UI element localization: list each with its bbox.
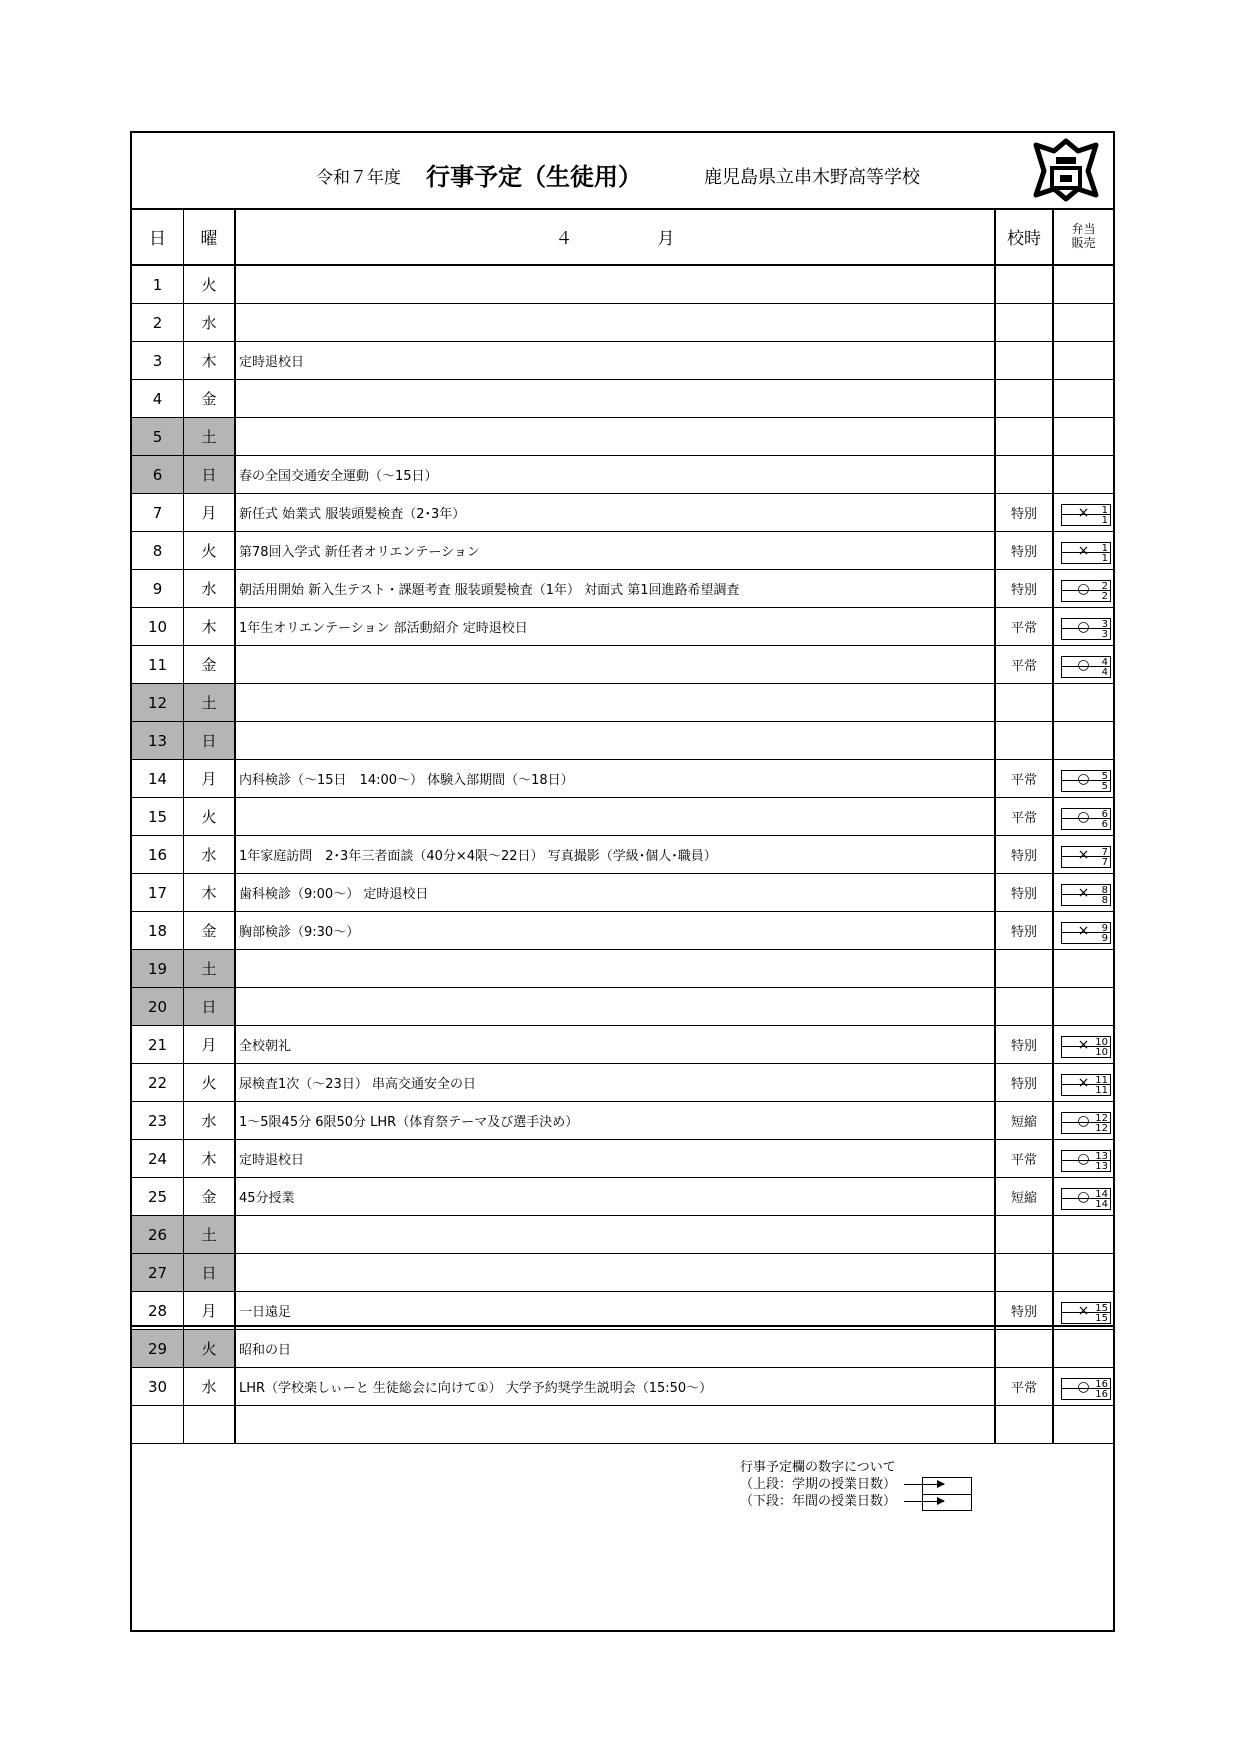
year-day-count: 5 (1061, 781, 1111, 792)
schedule-cell: 特別 (996, 494, 1054, 531)
year-day-count: 10 (1061, 1047, 1111, 1058)
table-row (132, 456, 1113, 494)
day-cell: 17 (132, 874, 184, 911)
day-cell: 8 (132, 532, 184, 569)
term-day-count: 8 (1061, 884, 1111, 895)
table-row (132, 722, 1113, 760)
weekday-cell: 日 (184, 456, 236, 493)
schedule-cell: 特別 (996, 570, 1054, 607)
year-day-count: 9 (1061, 933, 1111, 944)
weekday-cell: 木 (184, 342, 236, 379)
event-cell: 春の全国交通安全運動（～15日） (236, 456, 996, 493)
table-row (132, 494, 1113, 532)
day-cell: 18 (132, 912, 184, 949)
weekday-cell: 水 (184, 1102, 236, 1139)
bento-cell (1054, 342, 1113, 379)
weekday-cell: 土 (184, 950, 236, 987)
bento-cell (1054, 684, 1113, 721)
legend (740, 1459, 896, 1510)
term-day-count: 1 (1061, 504, 1111, 515)
bento-cell (1054, 988, 1113, 1025)
schedule-cell: 特別 (996, 532, 1054, 569)
weekday-cell: 木 (184, 1140, 236, 1177)
day-cell: 1 (132, 266, 184, 303)
event-cell: 1年家庭訪問 2･3年三者面談（40分×4限～22日） 写真撮影（学級･個人･職員） (236, 836, 996, 873)
day-cell: 20 (132, 988, 184, 1025)
day-cell: 4 (132, 380, 184, 417)
bento-cell: ○ (1077, 1188, 1090, 1205)
term-day-count: 6 (1061, 808, 1111, 819)
weekday-cell: 水 (184, 304, 236, 341)
col-bento-header: 弁当販売 (1071, 222, 1096, 250)
schedule-cell: 短縮 (996, 1178, 1054, 1215)
day-cell: 11 (132, 646, 184, 683)
weekday-cell: 水 (184, 570, 236, 607)
event-cell (236, 988, 996, 1025)
event-cell: 45分授業 (236, 1178, 996, 1215)
table-row (132, 1026, 1113, 1064)
table-header (132, 208, 1113, 266)
term-day-count: 1 (1061, 542, 1111, 553)
year-day-count: 16 (1061, 1389, 1111, 1400)
event-cell (236, 646, 996, 683)
weekday-cell: 火 (184, 798, 236, 835)
bento-cell: ○ (1077, 808, 1090, 825)
table-row (132, 912, 1113, 950)
bento-cell (1054, 1254, 1113, 1291)
year-day-count: 6 (1061, 819, 1111, 830)
day-cell: 12 (132, 684, 184, 721)
weekday-cell: 日 (184, 988, 236, 1025)
col-weekday-header: 曜 (184, 208, 236, 264)
table-row (132, 760, 1113, 798)
event-cell: 定時退校日 (236, 1140, 996, 1177)
weekday-cell: 月 (184, 1292, 236, 1329)
event-cell (236, 722, 996, 759)
year-day-count: 1 (1061, 553, 1111, 564)
year-day-count: 7 (1061, 857, 1111, 868)
day-cell: 7 (132, 494, 184, 531)
legend-upper: （上段：学期の授業日数） (740, 1477, 897, 1492)
class-day-counter (1061, 1074, 1111, 1098)
event-cell (236, 304, 996, 341)
class-day-counter (1061, 542, 1111, 566)
table-row (132, 570, 1113, 608)
event-cell: 全校朝礼 (236, 1026, 996, 1063)
table-row (132, 608, 1113, 646)
col-schedule-header: 校時 (996, 208, 1054, 264)
table-row (132, 798, 1113, 836)
table-row (132, 1178, 1113, 1216)
bento-cell: ○ (1077, 1378, 1090, 1395)
schedule-cell: 平常 (996, 608, 1054, 645)
term-day-count: 7 (1061, 846, 1111, 857)
event-cell (236, 418, 996, 455)
event-cell: 内科検診（～15日 14:00～） 体験入部期間（～18日） (236, 760, 996, 797)
term-day-count: 10 (1061, 1036, 1111, 1047)
schedule-cell: 特別 (996, 874, 1054, 911)
class-day-counter (1061, 770, 1111, 794)
bento-cell (1054, 722, 1113, 759)
class-day-counter (1061, 884, 1111, 908)
day-cell: 2 (132, 304, 184, 341)
weekday-cell: 金 (184, 646, 236, 683)
bento-cell (1054, 950, 1113, 987)
day-cell: 19 (132, 950, 184, 987)
term-day-count: 9 (1061, 922, 1111, 933)
term-day-count: 13 (1061, 1150, 1111, 1161)
bento-cell (1054, 418, 1113, 455)
bento-cell: × (1077, 846, 1090, 863)
table-row (132, 988, 1113, 1026)
year-day-count: 8 (1061, 895, 1111, 906)
col-day-header: 日 (132, 208, 184, 264)
event-cell: 新任式 始業式 服装頭髪検査（2･3年） (236, 494, 996, 531)
schedule-cell (996, 304, 1054, 341)
day-cell: 26 (132, 1216, 184, 1253)
schedule-cell (996, 342, 1054, 379)
bento-cell: × (1077, 504, 1090, 521)
table-row (132, 266, 1113, 304)
schedule-cell: 平常 (996, 798, 1054, 835)
notes-area (132, 1325, 1113, 1632)
weekday-cell: 日 (184, 1254, 236, 1291)
bento-cell: × (1077, 1302, 1090, 1319)
class-day-counter (1061, 1188, 1111, 1212)
weekday-cell: 水 (184, 1368, 236, 1405)
event-cell: 歯科検診（9:00～） 定時退校日 (236, 874, 996, 911)
day-cell: 16 (132, 836, 184, 873)
class-day-counter (1061, 580, 1111, 604)
legend-lower: （下段：年間の授業日数） (740, 1494, 897, 1509)
day-cell: 24 (132, 1140, 184, 1177)
school-name: 鹿児島県立串木野高等学校 (704, 167, 920, 188)
bento-cell: ○ (1077, 580, 1090, 597)
schedule-cell (996, 684, 1054, 721)
year-day-count: 15 (1061, 1313, 1111, 1324)
bento-cell: ○ (1077, 1150, 1090, 1167)
bento-cell (1054, 380, 1113, 417)
term-day-count: 11 (1061, 1074, 1111, 1085)
event-cell (236, 266, 996, 303)
table-row (132, 342, 1113, 380)
table-row (132, 1254, 1113, 1292)
day-cell: 29 (132, 1330, 184, 1367)
bento-cell: ○ (1077, 618, 1090, 635)
table-row (132, 1064, 1113, 1102)
day-cell: 25 (132, 1178, 184, 1215)
day-cell: 22 (132, 1064, 184, 1101)
class-day-counter (1061, 846, 1111, 870)
col-month-header: ４ 月 (236, 208, 996, 264)
schedule-cell (996, 1254, 1054, 1291)
page-title: 行事予定（生徒用） (426, 163, 642, 191)
year-day-count: 2 (1061, 591, 1111, 602)
schedule-sheet (130, 131, 1115, 1632)
schedule-cell: 短縮 (996, 1102, 1054, 1139)
table-row (132, 874, 1113, 912)
table-row (132, 1140, 1113, 1178)
weekday-cell: 土 (184, 418, 236, 455)
event-cell: 一日遠足 (236, 1292, 996, 1329)
bento-cell: × (1077, 884, 1090, 901)
year-day-count: 12 (1061, 1123, 1111, 1134)
weekday-cell: 水 (184, 836, 236, 873)
weekday-cell: 木 (184, 874, 236, 911)
day-cell: 5 (132, 418, 184, 455)
weekday-cell: 木 (184, 608, 236, 645)
class-day-counter (1061, 504, 1111, 528)
term-day-count: 4 (1061, 656, 1111, 667)
schedule-cell: 平常 (996, 1140, 1054, 1177)
day-cell: 3 (132, 342, 184, 379)
term-day-count: 2 (1061, 580, 1111, 591)
day-cell: 9 (132, 570, 184, 607)
year-day-count: 1 (1061, 515, 1111, 526)
table-row (132, 304, 1113, 342)
weekday-cell: 月 (184, 760, 236, 797)
weekday-cell: 火 (184, 266, 236, 303)
class-day-counter (1061, 1302, 1111, 1326)
schedule-cell (996, 456, 1054, 493)
day-cell: 15 (132, 798, 184, 835)
table-row (132, 950, 1113, 988)
school-emblem-icon (1030, 137, 1102, 203)
event-cell (236, 1254, 996, 1291)
schedule-cell (996, 1216, 1054, 1253)
day-cell: 10 (132, 608, 184, 645)
day-cell: 21 (132, 1026, 184, 1063)
table-row (132, 380, 1113, 418)
event-cell: LHR（学校楽しぃーと 生徒総会に向けて①） 大学予約奨学生説明会（15:50～） (236, 1368, 996, 1405)
schedule-cell (996, 950, 1054, 987)
weekday-cell: 火 (184, 532, 236, 569)
schedule-cell (996, 722, 1054, 759)
bento-cell: ○ (1077, 1112, 1090, 1129)
weekday-cell: 土 (184, 684, 236, 721)
schedule-cell (996, 380, 1054, 417)
day-cell: 13 (132, 722, 184, 759)
event-cell (236, 798, 996, 835)
event-cell: 昭和の日 (236, 1330, 996, 1367)
weekday-cell: 月 (184, 494, 236, 531)
event-cell: 尿検査1次（～23日） 串高交通安全の日 (236, 1064, 996, 1101)
bento-cell (1054, 1216, 1113, 1253)
day-cell: 6 (132, 456, 184, 493)
event-cell: 第78回入学式 新任者オリエンテーション (236, 532, 996, 569)
bento-cell (1054, 304, 1113, 341)
weekday-cell: 火 (184, 1064, 236, 1101)
bento-cell: × (1077, 542, 1090, 559)
weekday-cell: 金 (184, 1178, 236, 1215)
event-cell: 1～5限45分 6限50分 LHR（体育祭テーマ及び選手決め） (236, 1102, 996, 1139)
class-day-counter (1061, 922, 1111, 946)
class-day-counter (1061, 1112, 1111, 1136)
weekday-cell: 土 (184, 1216, 236, 1253)
bento-cell (1054, 456, 1113, 493)
bento-cell: × (1077, 922, 1090, 939)
fiscal-year: 令和７年度 (316, 168, 401, 188)
day-cell: 14 (132, 760, 184, 797)
class-day-counter (1061, 1150, 1111, 1174)
schedule-cell (996, 418, 1054, 455)
event-cell: 定時退校日 (236, 342, 996, 379)
class-day-counter (1061, 808, 1111, 832)
day-cell: 28 (132, 1292, 184, 1329)
schedule-cell: 特別 (996, 1064, 1054, 1101)
schedule-cell: 平常 (996, 646, 1054, 683)
bento-cell: × (1077, 1074, 1090, 1091)
table-row (132, 646, 1113, 684)
term-day-count: 16 (1061, 1378, 1111, 1389)
schedule-cell: 特別 (996, 1292, 1054, 1329)
schedule-cell: 平常 (996, 1368, 1054, 1405)
event-cell (236, 380, 996, 417)
event-cell (236, 950, 996, 987)
table-row (132, 684, 1113, 722)
schedule-cell (996, 988, 1054, 1025)
event-cell: 朝活用開始 新入生テスト・課題考査 服装頭髪検査（1年） 対面式 第1回進路希望調査 (236, 570, 996, 607)
bento-cell: ○ (1077, 770, 1090, 787)
year-day-count: 3 (1061, 629, 1111, 640)
title-bar (132, 133, 1113, 210)
schedule-cell: 特別 (996, 836, 1054, 873)
class-day-counter (1061, 1036, 1111, 1060)
class-day-counter (1061, 656, 1111, 680)
weekday-cell: 金 (184, 380, 236, 417)
table-row (132, 1102, 1113, 1140)
event-cell: 胸部検診（9:30～） (236, 912, 996, 949)
table-row (132, 418, 1113, 456)
day-cell: 27 (132, 1254, 184, 1291)
schedule-cell: 特別 (996, 1026, 1054, 1063)
term-day-count: 3 (1061, 618, 1111, 629)
day-cell: 23 (132, 1102, 184, 1139)
schedule-cell: 特別 (996, 912, 1054, 949)
year-day-count: 14 (1061, 1199, 1111, 1210)
bento-cell: ○ (1077, 656, 1090, 673)
event-cell: 1年生オリエンテーション 部活動紹介 定時退校日 (236, 608, 996, 645)
legend-count-box (922, 1477, 972, 1511)
day-cell: 30 (132, 1368, 184, 1405)
weekday-cell: 月 (184, 1026, 236, 1063)
year-day-count: 4 (1061, 667, 1111, 678)
table-row (132, 836, 1113, 874)
year-day-count: 13 (1061, 1161, 1111, 1172)
event-cell (236, 684, 996, 721)
term-day-count: 15 (1061, 1302, 1111, 1313)
table-row (132, 1216, 1113, 1254)
schedule-cell (996, 266, 1054, 303)
event-cell (236, 1216, 996, 1253)
class-day-counter (1061, 618, 1111, 642)
weekday-cell: 火 (184, 1330, 236, 1367)
term-day-count: 14 (1061, 1188, 1111, 1199)
year-day-count: 11 (1061, 1085, 1111, 1096)
bento-cell (1054, 266, 1113, 303)
term-day-count: 5 (1061, 770, 1111, 781)
table-row (132, 532, 1113, 570)
weekday-cell: 金 (184, 912, 236, 949)
bento-cell: × (1077, 1036, 1090, 1053)
schedule-cell: 平常 (996, 760, 1054, 797)
term-day-count: 12 (1061, 1112, 1111, 1123)
weekday-cell: 日 (184, 722, 236, 759)
legend-title: 行事予定欄の数字について (740, 1460, 896, 1475)
